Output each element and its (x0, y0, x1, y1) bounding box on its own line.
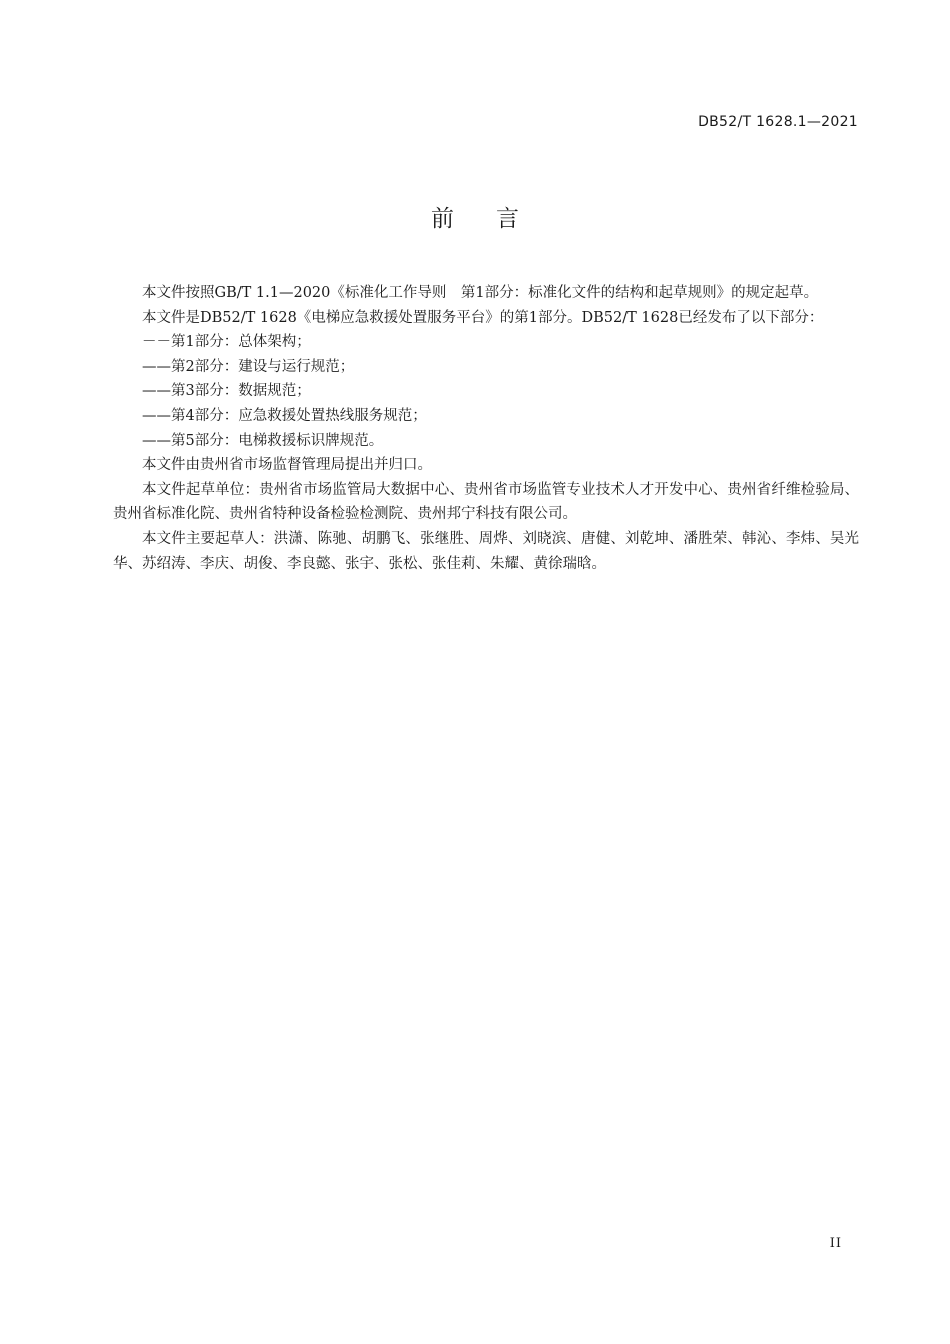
list-item: －－第1部分：总体架构； (142, 334, 311, 351)
list-item: ——第3部分：数据规范； (142, 383, 311, 400)
document-code: DB52/T 1628.1—2021 (698, 114, 858, 130)
foreword-body (113, 281, 859, 576)
list-item: ——第2部分：建设与运行规范； (142, 358, 355, 375)
paragraph-proposer: 本文件由贵州省市场监督管理局提出并归口。 (142, 457, 432, 474)
paragraph-drafting-rules: 本文件按照GB/T 1.1—2020《标准化工作导则 第1部分：标准化文件的结构和起草规则》的规定起草。 (142, 285, 819, 301)
list-item: ——第5部分：电梯救援标识牌规范。 (142, 432, 384, 449)
paragraph-drafting-units: 本文件起草单位：贵州省市场监管局大数据中心、贵州省市场监管专业技术人才开发中心、贵州省纤维检验局、贵州省标准化院、贵州省特种设备检验检测院、贵州邦宁科技有限公司。 (113, 481, 859, 523)
page-number: II (829, 1236, 842, 1251)
paragraph-series-intro: 本文件是DB52/T 1628《电梯应急救援处置服务平台》的第1部分。DB52/T 1628已经发布了以下部分： (142, 309, 824, 326)
paragraph-drafters: 本文件主要起草人：洪潇、陈驰、胡鹏飞、张继胜、周烨、刘晓滨、唐健、刘乾坤、潘胜荣、韩沁、李炜、吴光华、苏绍涛、李庆、胡俊、李良懿、张宇、张松、张佳莉、朱耀、黄徐瑞晗。 (113, 530, 859, 572)
page-title: 前言 (431, 206, 561, 232)
list-item: ——第4部分：应急救援处置热线服务规范； (142, 407, 427, 424)
